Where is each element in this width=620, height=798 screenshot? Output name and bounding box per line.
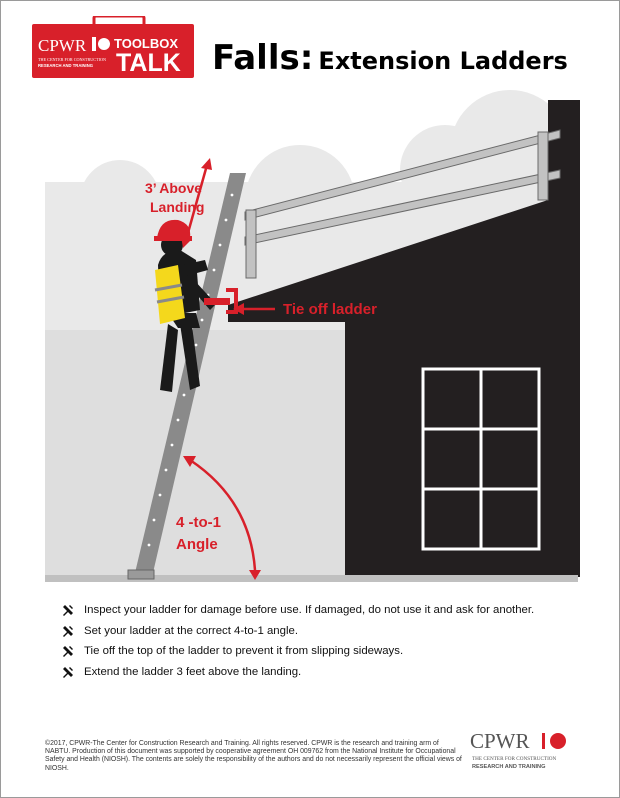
tools-icon (62, 666, 74, 678)
tip-text: Set your ladder at the correct 4-to-1 angle. (84, 624, 299, 637)
page-title (212, 38, 568, 78)
label-above-line2: Landing (150, 199, 205, 215)
list-item (62, 621, 534, 641)
logo-mark-icon (92, 37, 110, 51)
title-main: Falls: (212, 38, 314, 78)
footer-logo-org: CPWR (470, 729, 530, 753)
ladder-illustration (0, 90, 620, 590)
list-item (62, 662, 534, 682)
tip-text: Extend the ladder 3 feet above the landing. (84, 665, 302, 678)
logo-tagline-top: THE CENTER FOR CONSTRUCTION (38, 57, 107, 62)
title-sub: Extension Ladders (318, 47, 568, 75)
tools-icon (62, 604, 74, 616)
cpwr-footer-logo (470, 726, 582, 772)
logo-talk-text: TALK (116, 49, 181, 77)
cpwr-toolbox-talk-logo (32, 16, 194, 78)
tip-text: Tie off the top of the ladder to prevent it from slipping sideways. (84, 645, 404, 657)
tips-list (62, 600, 534, 682)
list-item (62, 641, 534, 661)
ground (45, 575, 578, 582)
tools-icon (62, 625, 74, 637)
label-above-line1: 3’ Above (145, 180, 203, 196)
label-tie-off: Tie off ladder (283, 301, 377, 318)
logo-tagline-bottom: RESEARCH AND TRAINING (38, 63, 93, 68)
logo-toolbox-text: TOOLBOX (114, 36, 179, 51)
label-angle-line1: 4 -to-1 (176, 514, 221, 531)
footer-logo-mark-icon (542, 733, 566, 749)
footer-logo-line1: THE CENTER FOR CONSTRUCTION (472, 756, 557, 762)
tools-icon (62, 645, 74, 657)
logo-org-text: CPWR (38, 36, 87, 55)
tip-text: Inspect your ladder for damage before use. If damaged, do not use it and ask for another. (84, 604, 535, 616)
list-item (62, 600, 534, 620)
footer-logo-line2: RESEARCH AND TRAINING (472, 764, 546, 770)
footer-copyright: ©2017, CPWR-The Center for Construction Research and Training. All rights reserved. CPWR is the research and training arm of NABTU. Production of this document was supported by cooperative agreement OH 009762 from the National Institute for Occupational Safety and Health (NIOSH). The contents are solely the responsibility of the authors and do not necessarily represent the official views of NIOSH. (45, 740, 462, 772)
label-angle-line2: Angle (176, 536, 218, 553)
